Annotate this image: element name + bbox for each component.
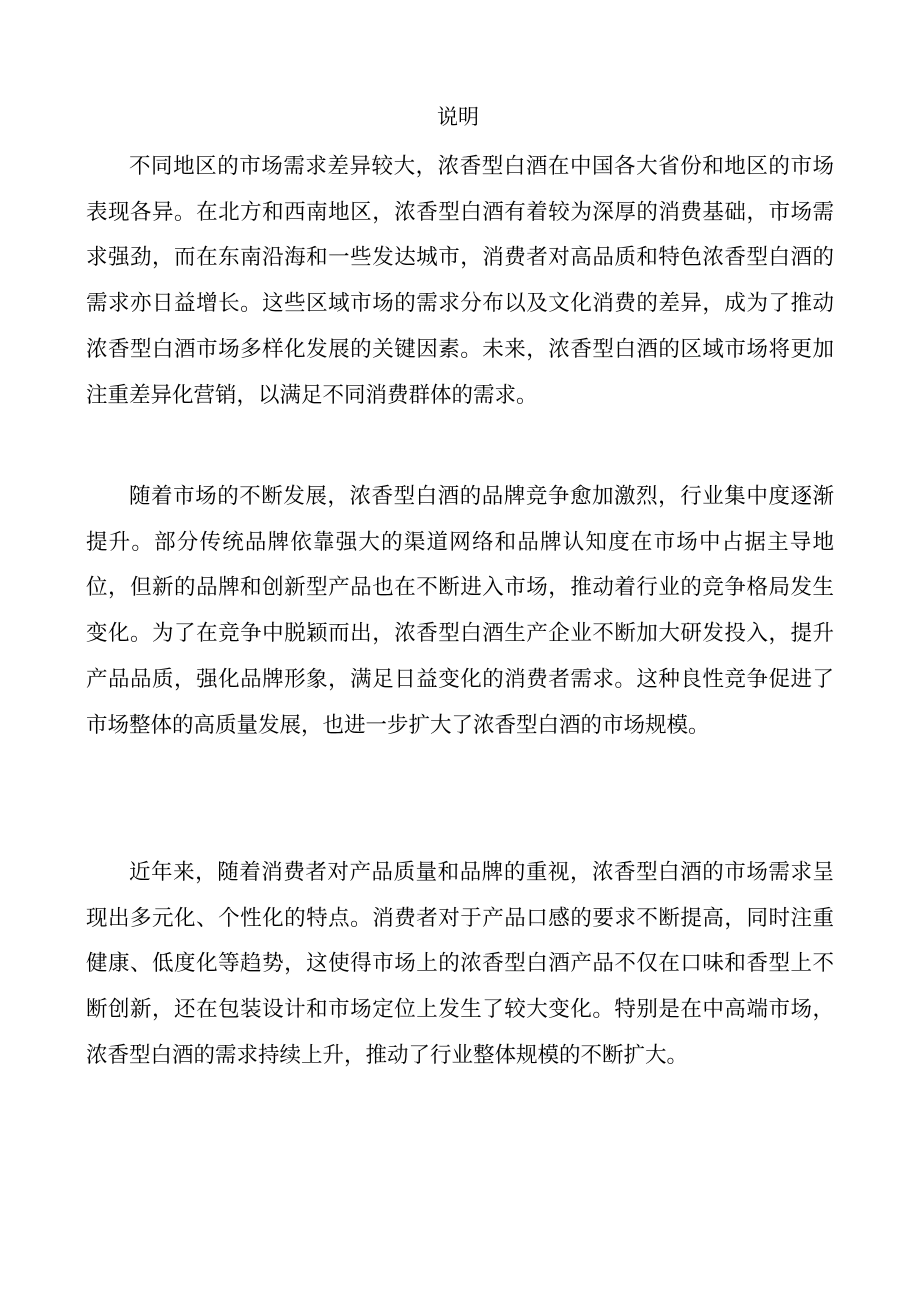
paragraph-consumer-trends: 近年来，随着消费者对产品质量和品牌的重视，浓香型白酒的市场需求呈现出多元化、个性化的特点。消费者对于产品口感的要求不断提高，同时注重健康、低度化等趋势，这使得市场上的浓香型白酒产品不仅在口味和香型上不断创新，还在包装设计和市场定位上发生了较大变化。特别是在中高端市场，浓香型白酒的需求持续上升，推动了行业整体规模的不断扩大。 <box>86 860 834 1068</box>
paragraph-regional-demand: 不同地区的市场需求差异较大，浓香型白酒在中国各大省份和地区的市场表现各异。在北方和西南地区，浓香型白酒有着较为深厚的消费基础，市场需求强劲，而在东南沿海和一些发达城市，消费者对高品质和特色浓香型白酒的需求亦日益增长。这些区域市场的需求分布以及文化消费的差异，成为了推动浓香型白酒市场多样化发展的关键因素。未来，浓香型白酒的区域市场将更加注重差异化营销，以满足不同消费群体的需求。 <box>86 154 834 408</box>
paragraph-brand-competition: 随着市场的不断发展，浓香型白酒的品牌竞争愈加激烈，行业集中度逐渐提升。部分传统品牌依靠强大的渠道网络和品牌认知度在市场中占据主导地位，但新的品牌和创新型产品也在不断进入市场，推动着行业的竞争格局发生变化。为了在竞争中脱颖而出，浓香型白酒生产企业不断加大研发投入，提升产品品质，强化品牌形象，满足日益变化的消费者需求。这种良性竞争促进了市场整体的高质量发展，也进一步扩大了浓香型白酒的市场规模。 <box>86 484 834 738</box>
page-title: 说明 <box>437 105 479 129</box>
